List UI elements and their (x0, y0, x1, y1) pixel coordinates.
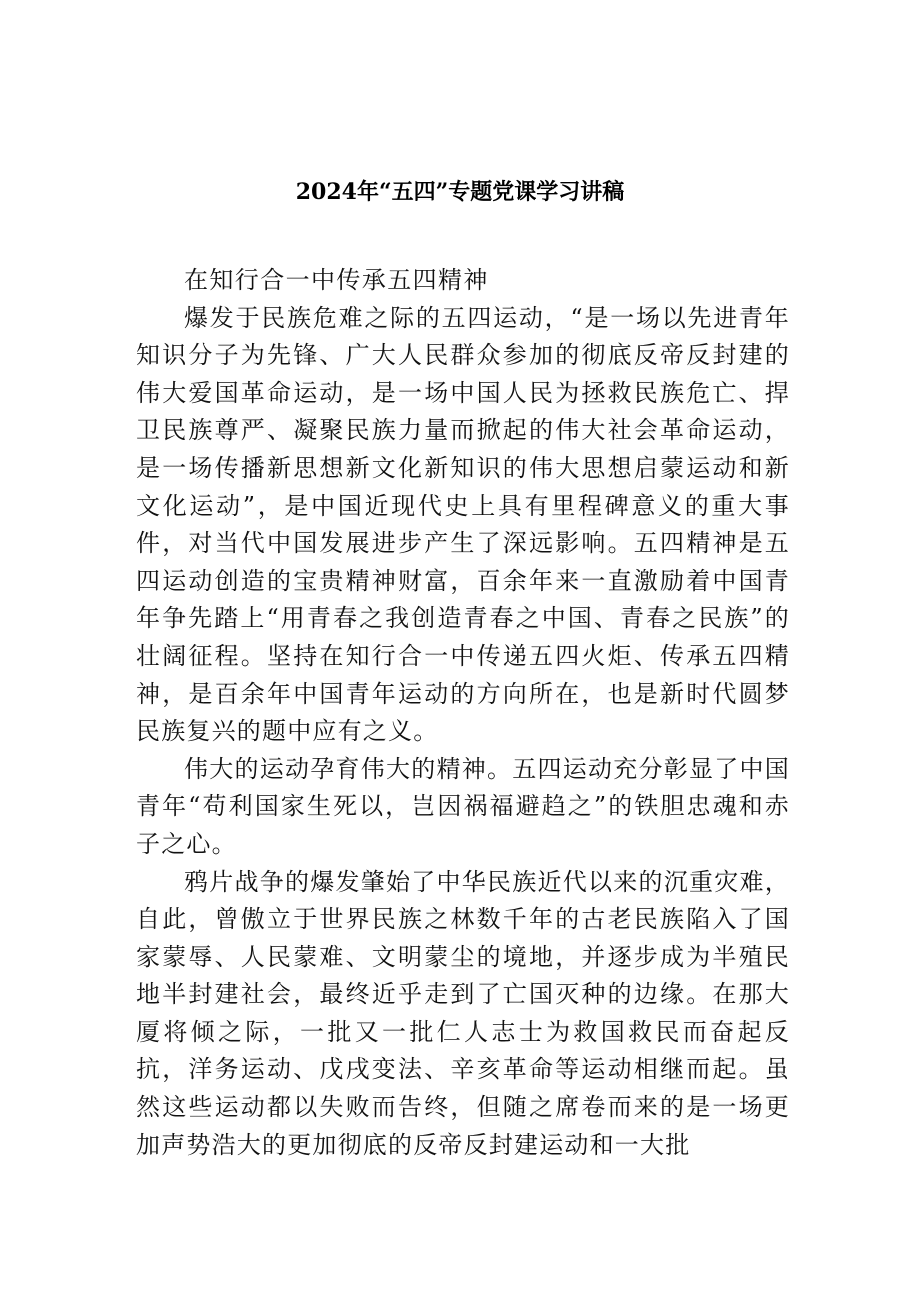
paragraph: 爆发于民族危难之际的五四运动，“是一场以先进青年知识分子为先锋、广大人民群众参加的彻底反帝反封建的伟大爱国革命运动，是一场中国人民为拯救民族危亡、捍卫民族尊严、凝聚民族力量而掀起的伟大社会革命运动，是一场传播新思想新文化新知识的伟大思想启蒙运动和新文化运动”，是中国近现代史上具有里程碑意义的重大事件，对当代中国发展进步产生了深远影响。五四精神是五四运动创造的宝贵精神财富，百余年来一直激励着中国青年争先踏上“用青春之我创造青春之中国、青春之民族”的壮阔征程。坚持在知行合一中传递五四火炬、传承五四精神，是百余年中国青年运动的方向所在，也是新时代圆梦民族复兴的题中应有之义。 (136, 303, 790, 746)
document-body (136, 262, 790, 1164)
paragraph: 鸦片战争的爆发肇始了中华民族近代以来的沉重灾难，自此，曾傲立于世界民族之林数千年的古老民族陷入了国家蒙辱、人民蒙难、文明蒙尘的境地，并逐步成为半殖民地半封建社会，最终近乎走到了亡国灭种的边缘。在那大厦将倾之际，一批又一批仁人志士为救国救民而奋起反抗，洋务运动、戊戌变法、辛亥革命等运动相继而起。虽然这些运动都以失败而告终，但随之席卷而来的是一场更加声势浩大的更加彻底的反帝反封建运动和一大批 (136, 867, 790, 1159)
paragraph: 伟大的运动孕育伟大的精神。五四运动充分彰显了中国青年“苟利国家生死以，岂因祸福避趋之”的铁胆忠魂和赤子之心。 (136, 754, 790, 858)
document-subtitle: 在知行合一中传承五四精神 (184, 266, 489, 294)
document-title: 2024年“五四”专题党课学习讲稿 (295, 179, 625, 205)
